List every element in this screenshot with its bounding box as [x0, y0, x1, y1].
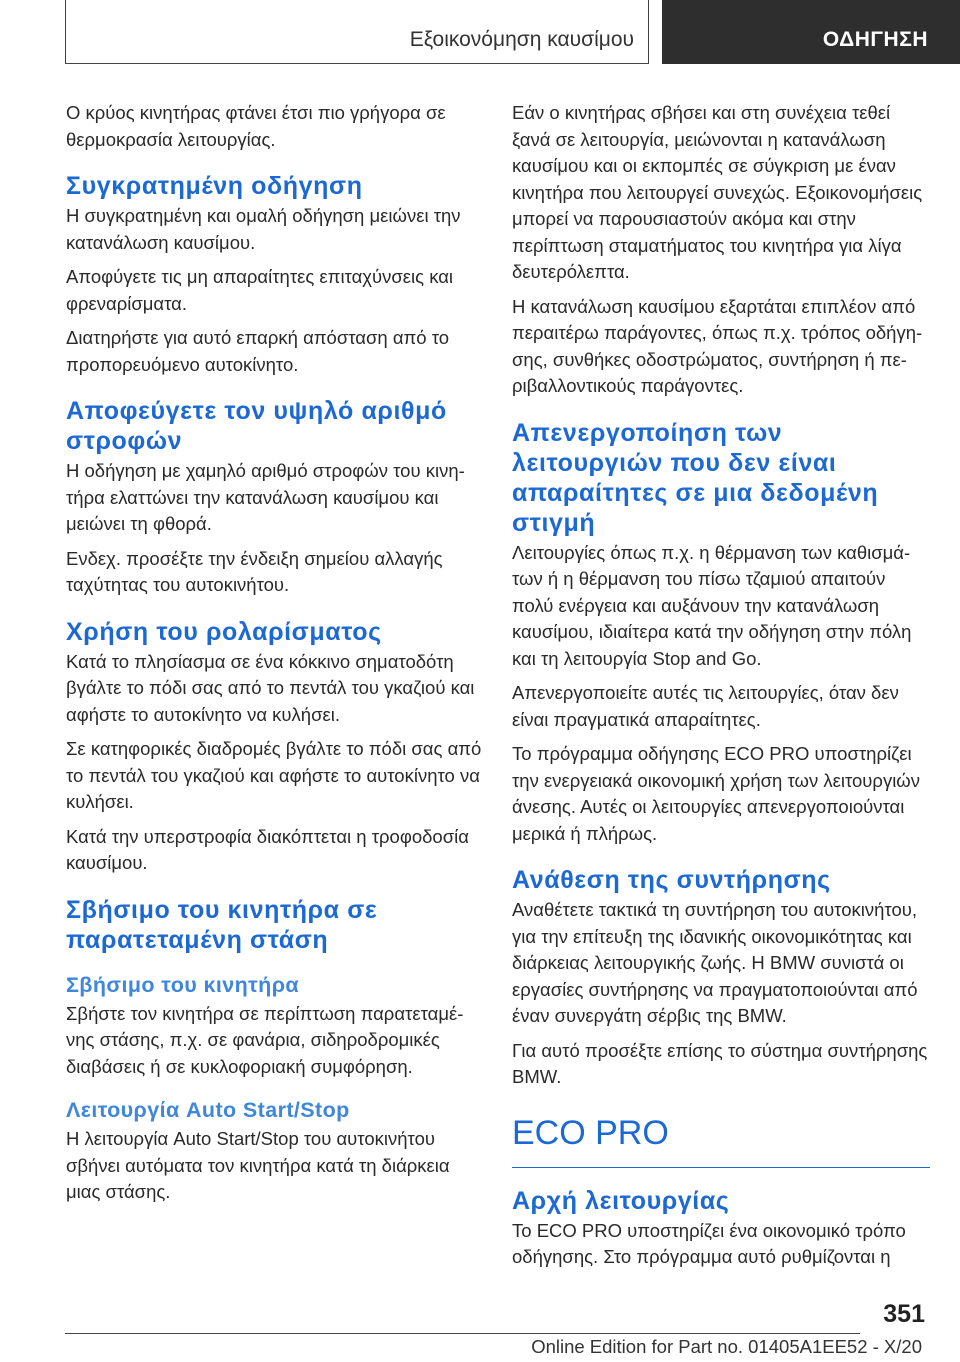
page-number: 351 — [883, 1300, 925, 1328]
paragraph: Η λειτουργία Auto Start/Stop του αυτοκινήτου σβήνει αυτόματα τον κινητήρα κατά τη διάρκεια μιας στάσης. — [66, 1128, 450, 1202]
section-heading: Συγκρατημένη οδήγηση — [66, 172, 363, 200]
paragraph: Ενδεχ. προσέξτε την ένδειξη σημείου αλλαγής ταχύτητας του αυτοκινήτου. — [66, 547, 443, 595]
paragraph: Η κατανάλωση καυσίμου εξαρτάται επιπλέον από περαιτέρω παράγοντες, όπως π.χ. τρόπος οδήγησης, συνθήκες οδοστρώματος, συντήρηση ή περιβαλλοντικούς παράγοντες. — [512, 295, 923, 396]
page-header — [0, 0, 960, 64]
footer-divider — [65, 1333, 860, 1334]
section-heading: Αποφεύγετε τον υψηλό αριθμό στροφών — [66, 397, 447, 455]
paragraph: Ο κρύος κινητήρας φτάνει έτσι πιο γρήγορα σε θερμοκρασία λειτουργίας. — [66, 102, 446, 150]
paragraph: Εάν ο κινητήρας σβήσει και στη συνέχεια τεθεί ξανά σε λειτουργία, μειώνονται η κατανάλωση καυσίμου και οι εκπομπές σε σύγκριση με έναν κινητήρα που λειτουργεί συνεχώς. Εξοικονομήσεις μπορεί να παρουσιαστούν ακόμα και στην περίπτωση σταματήματος του κινητήρα για λίγα δευτερόλεπτα. — [512, 102, 923, 282]
paragraph: Διατηρήστε για αυτό επαρκή απόσταση από το προπορευόμενο αυτοκίνητο. — [66, 327, 450, 375]
paragraph: Σβήστε τον κινητήρα σε περίπτωση παρατεταμένης στάσης, π.χ. σε φανάρια, σιδηροδρομικές διαβάσεις ή σε κυκλοφοριακή συμφόρηση. — [66, 1002, 464, 1077]
paragraph: Σε κατηφορικές διαδρομές βγάλτε το πόδι σας από το πεντάλ του γκαζιού και αφήστε το αυτοκίνητο να κυλήσει. — [66, 738, 482, 812]
paragraph: Το πρόγραμμα οδήγησης ECO PRO υποστηρίζει την ενεργειακά οικονομική χρήση των λειτουργιών άνεσης. Αυτές οι λειτουργίες απενεργοποιούνται μερικά ή πλήρως. — [512, 743, 921, 844]
section-heading: Σβήσιμο του κινητήρα σε παρατεταμένη στάση — [66, 895, 378, 954]
paragraph: Κατά την υπερστροφία διακόπτεται η τροφοδοσία καυσίμου. — [66, 825, 469, 873]
paragraph: Για αυτό προσέξτε επίσης το σύστημα συντήρησης BMW. — [512, 1039, 928, 1087]
paragraph: Λειτουργίες όπως π.χ. η θέρμανση των καθισμάτων ή η θέρμανση του πίσω τζαμιού απαιτούν πολύ ενέργεια και αυξάνουν την κατανάλωση καυσίμου, ιδιαίτερα κατά την οδήγηση στην πόλη και τη λειτουργία Stop and Go. — [512, 541, 912, 669]
paragraph: Αποφύγετε τις μη απαραίτητες επιταχύνσεις και φρεναρίσματα. — [66, 266, 454, 314]
subsection-heading: Λειτουργία Auto Start/Stop — [66, 1098, 350, 1122]
section-heading: Απενεργοποίηση των λειτουργιών που δεν είναι απαραίτητες σε μια δεδομένη στιγμή — [512, 418, 879, 537]
subsection-heading: Σβήσιμο του κινητήρα — [66, 972, 300, 997]
paragraph: Η συγκρατημένη και ομαλή οδήγηση μειώνει την κατανάλωση καυσίμου. — [66, 205, 461, 253]
right-column — [512, 100, 930, 1279]
section-heading: Χρήση του ρολαρίσματος — [66, 617, 382, 646]
left-column — [66, 100, 484, 1214]
paragraph: Απενεργοποιείτε αυτές τις λειτουργίες, όταν δεν είναι πραγματικά απαραίτητες. — [512, 682, 899, 730]
chapter-heading: ECO PRO — [512, 1113, 930, 1168]
section-heading: Ανάθεση της συντήρησης — [512, 866, 831, 894]
section-title: Εξοικονόμηση καυσίμου — [65, 0, 649, 64]
paragraph: Κατά το πλησίασμα σε ένα κόκκινο σηματοδότη βγάλτε το πόδι σας από το πεντάλ του γκαζιού και αφήστε το αυτοκίνητο να κυλήσει. — [66, 650, 475, 725]
paragraph: Το ECO PRO υποστηρίζει ένα οικονομικό τρόπο οδήγησης. Στο πρόγραμμα αυτό ρυθμίζονται η — [512, 1219, 906, 1267]
edition-info: Online Edition for Part no. 01405A1EE52 - X/20 — [531, 1336, 922, 1357]
section-heading: Αρχή λειτουργίας — [512, 1186, 730, 1215]
chapter-title: ΟΔΗΓΗΣΗ — [662, 0, 960, 64]
paragraph: Αναθέτετε τακτικά τη συντήρηση του αυτοκινήτου, για την επίτευξη της ιδανικής οικονομικότητας και διάρκειας λειτουργικής ζωής. Η BMW συνιστά οι εργασίες συντήρησης να πραγματοποιούνται από έναν συνεργάτη σέρβις της BMW. — [512, 899, 918, 1026]
paragraph: Η οδήγηση με χαμηλό αριθμό στροφών του κινητήρα ελαττώνει την κατανάλωση καυσίμου και μειώνει τη φθορά. — [66, 460, 465, 534]
